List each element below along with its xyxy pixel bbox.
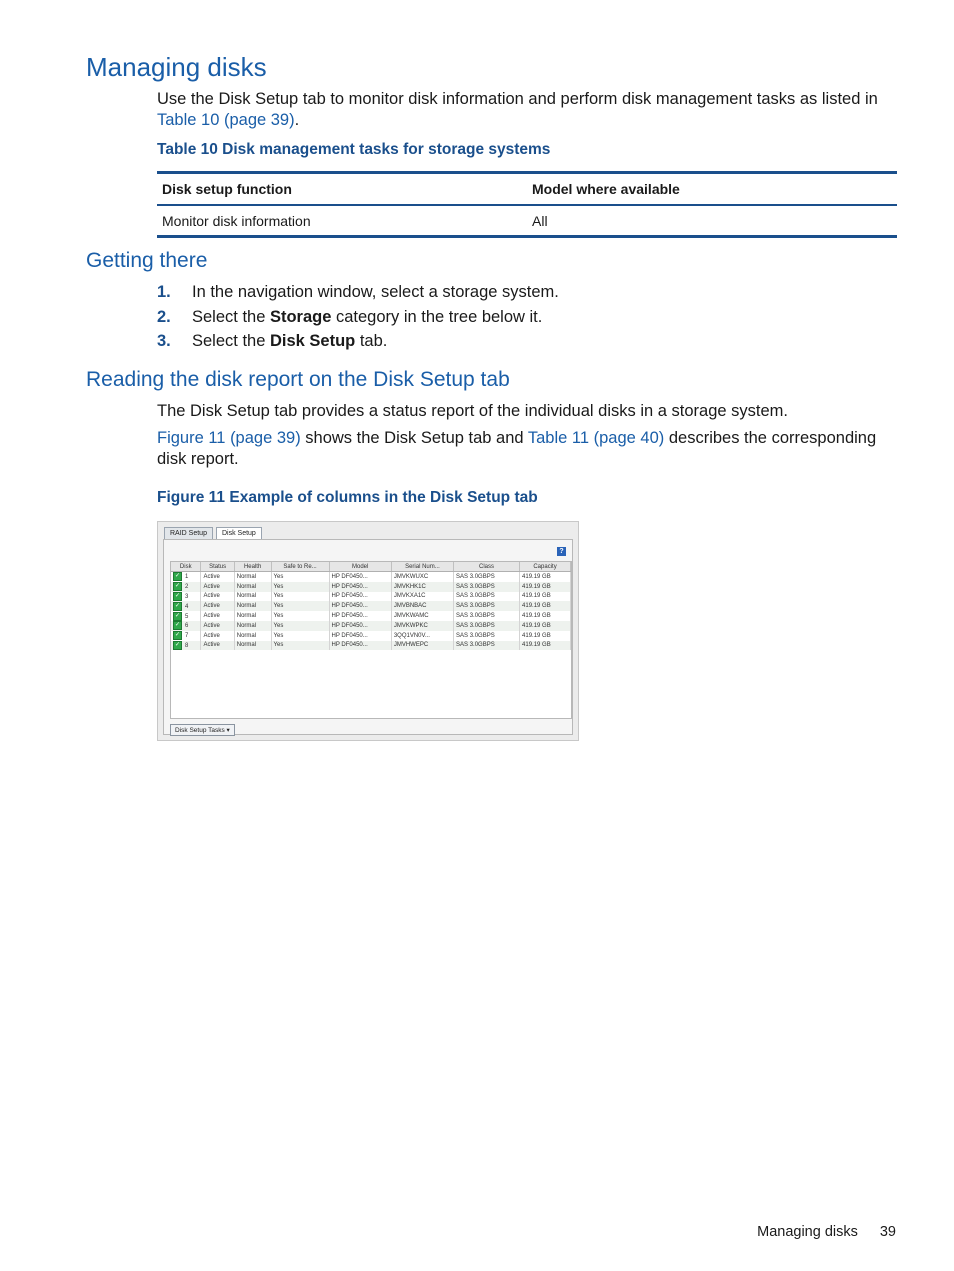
grid-cell: SAS 3.0GBPS	[454, 611, 520, 621]
column-header[interactable]: Health	[234, 562, 271, 572]
disk-tasks-table	[157, 171, 897, 238]
grid-cell: 419.19 GB	[520, 631, 571, 641]
grid-cell: Normal	[234, 582, 271, 592]
grid-cell: Yes	[271, 641, 329, 651]
reading-paragraph-1: The Disk Setup tab provides a status report of the individual disks in a storage system.	[157, 402, 788, 420]
table10-caption: Table 10 Disk management tasks for storage systems	[157, 141, 551, 158]
grid-cell: JMVKWAMC	[391, 611, 453, 621]
table10-link[interactable]: Table 10 (page 39)	[157, 111, 295, 129]
grid-cell: Yes	[271, 631, 329, 641]
disk-setup-tasks-button[interactable]: Disk Setup Tasks ▾	[170, 724, 235, 736]
grid-cell: HP DF0450...	[329, 601, 391, 611]
table-header: Model where available	[527, 173, 897, 206]
grid-cell: ✓ 5	[171, 611, 201, 621]
reading-paragraph-2	[157, 428, 897, 470]
grid-cell: Active	[201, 601, 234, 611]
column-header[interactable]: Safe to Re...	[271, 562, 329, 572]
list-item	[157, 331, 559, 356]
figure11-caption: Figure 11 Example of columns in the Disk Setup tab	[157, 489, 538, 506]
grid-cell: ✓ 2	[171, 582, 201, 592]
table11-link[interactable]: Table 11 (page 40)	[527, 429, 665, 447]
column-header[interactable]: Capacity	[520, 562, 571, 572]
table-row[interactable]	[171, 572, 571, 582]
list-item	[157, 282, 559, 307]
grid-cell: ✓ 3	[171, 592, 201, 602]
grid-cell: Normal	[234, 611, 271, 621]
disk-setup-panel	[163, 539, 573, 735]
step-text: Select the Storage category in the tree below it.	[192, 307, 543, 326]
grid-cell: SAS 3.0GBPS	[454, 572, 520, 582]
table-row[interactable]	[171, 582, 571, 592]
page-title: Managing disks	[86, 52, 267, 82]
table-row[interactable]	[171, 631, 571, 641]
grid-cell: Normal	[234, 641, 271, 651]
checkmark-icon: ✓	[174, 583, 181, 590]
grid-cell: Yes	[271, 572, 329, 582]
grid-cell: JMVKWUXC	[391, 572, 453, 582]
checkmark-icon: ✓	[174, 602, 181, 609]
grid-cell: HP DF0450...	[329, 592, 391, 602]
checkmark-icon: ✓	[174, 612, 181, 619]
grid-cell: Yes	[271, 621, 329, 631]
grid-cell: HP DF0450...	[329, 631, 391, 641]
figure11-link[interactable]: Figure 11 (page 39)	[157, 429, 301, 447]
grid-cell: 419.19 GB	[520, 592, 571, 602]
steps-list	[157, 282, 559, 356]
grid-cell: SAS 3.0GBPS	[454, 592, 520, 602]
grid-cell: Active	[201, 621, 234, 631]
grid-cell: ✓ 1	[171, 572, 201, 582]
grid-cell: Yes	[271, 611, 329, 621]
grid-cell: SAS 3.0GBPS	[454, 641, 520, 651]
grid-cell: HP DF0450...	[329, 611, 391, 621]
checkmark-icon: ✓	[174, 592, 181, 599]
column-header[interactable]: Disk	[171, 562, 201, 572]
grid-cell: Active	[201, 572, 234, 582]
grid-cell: HP DF0450...	[329, 641, 391, 651]
grid-cell: ✓ 8	[171, 641, 201, 651]
checkmark-icon: ✓	[174, 573, 181, 580]
grid-cell: SAS 3.0GBPS	[454, 631, 520, 641]
step-number: 3.	[157, 332, 171, 350]
reading-text-end: describes the corresponding disk report.	[157, 429, 877, 468]
intro-paragraph	[157, 89, 897, 131]
help-icon[interactable]: ?	[557, 547, 566, 556]
grid-cell: ✓ 6	[171, 621, 201, 631]
table-row[interactable]	[171, 621, 571, 631]
reading-text: shows the Disk Setup tab and	[300, 429, 528, 447]
grid-cell: 419.19 GB	[520, 611, 571, 621]
checkmark-icon: ✓	[174, 622, 181, 629]
grid-cell: Normal	[234, 572, 271, 582]
tab-raid-setup[interactable]: RAID Setup	[164, 527, 213, 540]
page-footer	[757, 1224, 896, 1240]
grid-cell: Normal	[234, 601, 271, 611]
checkmark-icon: ✓	[174, 632, 181, 639]
grid-cell: Normal	[234, 621, 271, 631]
grid-cell: JMVKXA1C	[391, 592, 453, 602]
reading-heading: Reading the disk report on the Disk Setup tab	[86, 368, 510, 391]
footer-section: Managing disks	[757, 1224, 858, 1240]
grid-cell: Normal	[234, 592, 271, 602]
column-header[interactable]: Class	[454, 562, 520, 572]
grid-cell: Active	[201, 611, 234, 621]
table-cell: Monitor disk information	[157, 205, 527, 237]
disk-setup-screenshot	[157, 521, 579, 741]
grid-cell: Normal	[234, 631, 271, 641]
getting-there-heading: Getting there	[86, 249, 208, 272]
page-number: 39	[879, 1224, 896, 1240]
table-row	[157, 205, 897, 237]
checkmark-icon: ✓	[174, 641, 181, 648]
step-number: 2.	[157, 307, 171, 326]
grid-cell: 419.19 GB	[520, 572, 571, 582]
grid-cell: HP DF0450...	[329, 572, 391, 582]
grid-cell: ✓ 7	[171, 631, 201, 641]
grid-cell: Active	[201, 592, 234, 602]
grid-cell: Active	[201, 641, 234, 651]
grid-cell: ✓ 4	[171, 601, 201, 611]
table-row[interactable]	[171, 611, 571, 621]
table-header-row	[157, 173, 897, 206]
step-text: Select the Disk Setup tab.	[192, 332, 388, 350]
grid-cell: 419.19 GB	[520, 621, 571, 631]
grid-cell: 419.19 GB	[520, 601, 571, 611]
grid-cell: SAS 3.0GBPS	[454, 582, 520, 592]
column-header[interactable]: Model	[329, 562, 391, 572]
grid-cell: SAS 3.0GBPS	[454, 601, 520, 611]
grid-cell: JMVKHK1C	[391, 582, 453, 592]
column-header[interactable]: Status	[201, 562, 234, 572]
table-header: Disk setup function	[157, 173, 527, 206]
table-row[interactable]	[171, 641, 571, 651]
intro-text-end: .	[294, 111, 300, 129]
column-header[interactable]: Serial Num...	[391, 562, 453, 572]
tab-disk-setup[interactable]: Disk Setup	[216, 527, 262, 540]
step-number: 1.	[157, 283, 171, 301]
grid-cell: 419.19 GB	[520, 582, 571, 592]
grid-cell: 3QQ1VN0V...	[391, 631, 453, 641]
intro-text: Use the Disk Setup tab to monitor disk information and perform disk management tasks as listed in	[157, 90, 878, 108]
list-item	[157, 307, 559, 332]
grid-cell: HP DF0450...	[329, 582, 391, 592]
grid-cell: Yes	[271, 592, 329, 602]
grid-cell: Active	[201, 631, 234, 641]
grid-cell: JMVHWEPC	[391, 641, 453, 651]
grid-cell: HP DF0450...	[329, 621, 391, 631]
disk-grid	[170, 561, 572, 719]
grid-cell: 419.19 GB	[520, 641, 571, 651]
grid-cell: Active	[201, 582, 234, 592]
grid-cell: SAS 3.0GBPS	[454, 621, 520, 631]
table-row[interactable]	[171, 592, 571, 602]
step-text: In the navigation window, select a storage system.	[192, 283, 559, 301]
grid-cell: Yes	[271, 582, 329, 592]
grid-header-row	[171, 562, 571, 572]
grid-cell: Yes	[271, 601, 329, 611]
table-row[interactable]	[171, 601, 571, 611]
grid-cell: JMVBNBAC	[391, 601, 453, 611]
grid-cell: JMVKWPKC	[391, 621, 453, 631]
table-cell: All	[527, 205, 897, 237]
